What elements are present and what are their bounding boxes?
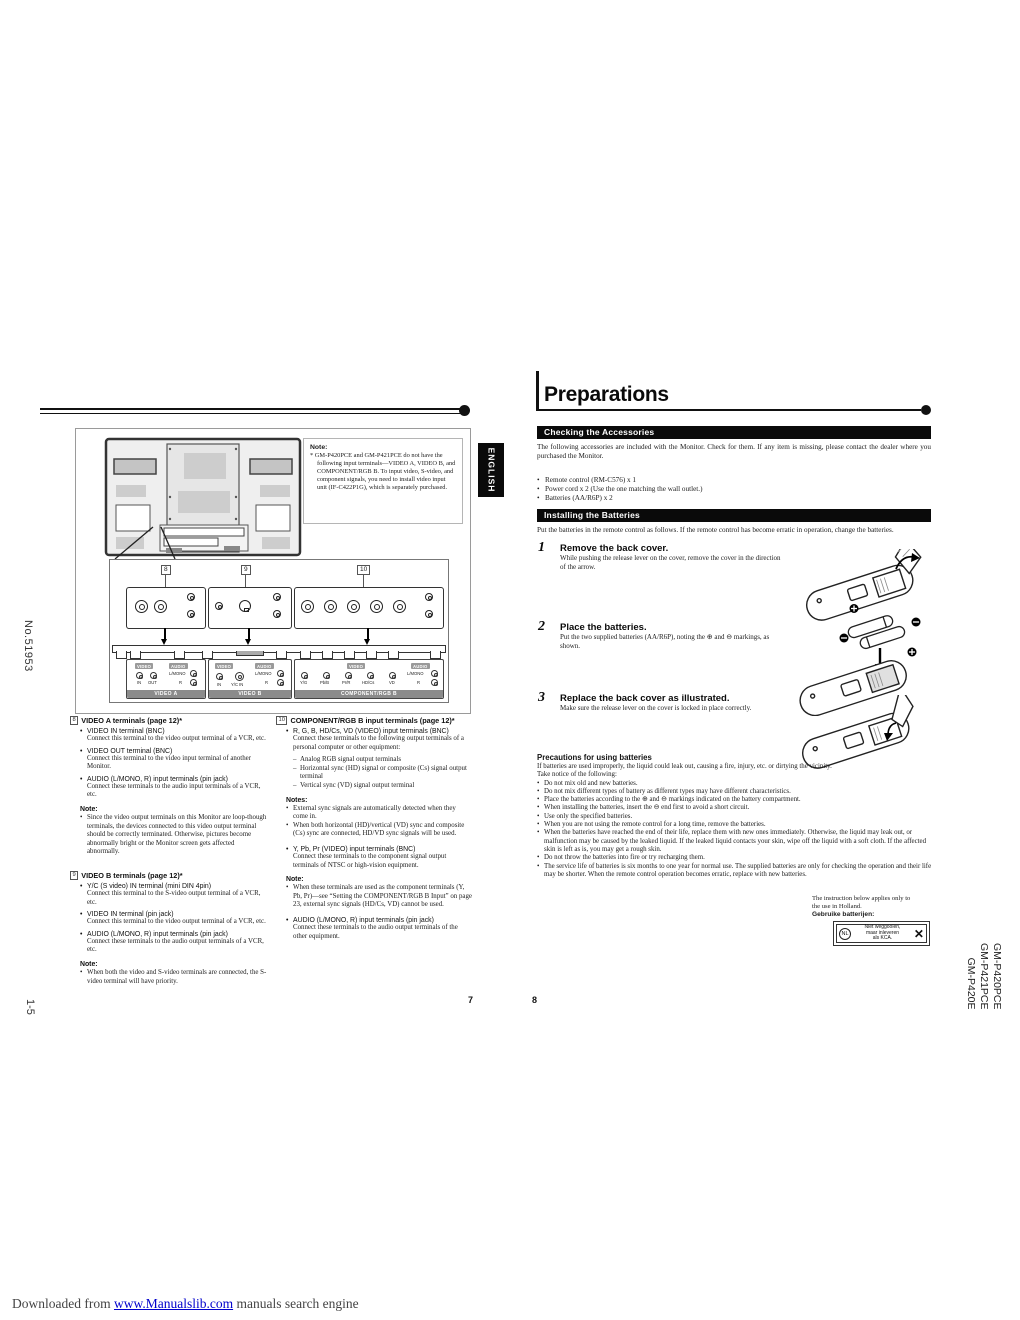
s-video-jack-icon	[235, 672, 244, 681]
page8-title-rule	[537, 409, 921, 411]
rca-jack-icon	[190, 670, 197, 677]
item-title: • AUDIO (L/MONO, R) input terminals (pin jack)	[286, 917, 472, 924]
rca-jack-icon	[190, 679, 197, 686]
precaution-item: • The service life of batteries is six months to one year for normal use. The supplied batteries are only for checking the operation and their life may be shorter. When the remote control operation becomes erratic, replace with new batteries.	[537, 863, 935, 880]
accessories-intro: The following accessories are included with the Monitor. Check for them. If any item is missing, please contact the dealer where you purchased the Monitor.	[537, 443, 931, 461]
step-desc: Make sure the release lever on the cover is locked in place correctly.	[560, 704, 752, 712]
callout-10: 10	[357, 565, 370, 575]
connector-stub	[116, 651, 127, 659]
terminal-item	[80, 748, 268, 772]
manualslib-footer	[12, 1296, 359, 1312]
connector-stub	[174, 651, 185, 659]
nl-box-line: Niet weggooien,	[864, 924, 901, 931]
audio-badge: AUDIO	[413, 663, 428, 669]
jack-label: Pb/B	[320, 680, 330, 685]
precautions-line: If batteries are used improperly, the liquid could leak out, causing a fire, injury, etc. or dirtying the vicinity.	[537, 763, 832, 770]
connector-stub	[430, 651, 441, 659]
language-tab-label: ENGLISH	[486, 447, 496, 493]
footer-prefix: Downloaded from	[12, 1296, 114, 1311]
video-badge: VIDEO	[137, 663, 152, 669]
note-title: Note:	[310, 444, 328, 451]
page-title: Preparations	[544, 383, 669, 406]
note-text: • When both horizontal (HD)/vertical (VD) sync and composite (Cs) sync are connected, HD/VD sync signals will be used.	[286, 822, 472, 839]
step-title: Place the batteries.	[560, 622, 647, 633]
page7-rule-dot	[459, 405, 470, 416]
lmono-label: L/MONO	[255, 671, 272, 676]
section-10-heading	[276, 716, 472, 725]
terminal-item	[80, 883, 268, 907]
document-number: No.51953	[22, 620, 34, 672]
rca-jack-icon	[425, 593, 433, 601]
nl-box-text	[865, 925, 901, 941]
arrow-line	[248, 628, 250, 639]
section-9-heading	[70, 871, 268, 880]
jack-label: Y/C IN	[231, 682, 244, 687]
panel-video-a-connectors	[126, 587, 206, 629]
nl-battery-box-inner	[836, 924, 927, 943]
holland-bold-line: Gebruike batterijen:	[812, 910, 875, 918]
r-label: R	[179, 680, 183, 685]
nl-badge: NL	[839, 928, 851, 940]
title-vertical-bar	[536, 371, 539, 411]
item-title: • AUDIO (L/MONO, R) input terminals (pin jack)	[80, 776, 268, 783]
page7-left-column	[70, 716, 268, 986]
item-desc: Connect these terminals to the audio input terminals of a VCR, etc.	[87, 782, 261, 799]
connector-stub	[344, 651, 355, 659]
jack-label: HD/Cs	[362, 680, 375, 685]
audio-badge: AUDIO	[171, 663, 186, 669]
lmono-label: L/MONO	[169, 671, 186, 676]
bnc-jack-icon	[301, 672, 308, 679]
nl-box-line: als KCA.	[872, 935, 893, 942]
section-header-batteries: Installing the Batteries	[537, 509, 931, 522]
precaution-item: • When the batteries have reached the end of their life, replace them with new ones immediately. Otherwise, the liquid may leak out, or malfunction may be caused by the leaked liquid. If the leaked liquid contacts your skin, wipe off the liquid with a soft cloth. If the affected skin is left as is, you may get a rough skin.	[537, 829, 935, 854]
rca-jack-icon	[273, 610, 281, 618]
model-numbers	[964, 943, 1003, 1010]
sub-item: – Vertical sync (VD) signal output terminal	[293, 782, 472, 791]
rca-jack-icon	[277, 670, 284, 677]
holland-notice	[812, 895, 934, 918]
rca-jack-icon	[431, 679, 438, 686]
bnc-jack-icon	[323, 672, 330, 679]
connector-stub	[202, 651, 213, 659]
note-title: Note:	[286, 876, 304, 884]
accessories-list	[537, 476, 931, 504]
panel-name: COMPONENT/RGB B	[295, 690, 443, 698]
bnc-connector-icon	[324, 600, 337, 613]
panel-component-rgb-b	[294, 659, 444, 699]
accessory-item: • Power cord x 2 (Use the one matching the wall outlet.)	[537, 485, 931, 494]
rca-jack-icon	[277, 679, 284, 686]
section-heading-text: COMPONENT/RGB B input terminals (page 12)*	[290, 716, 455, 725]
item-desc: Connect these terminals to the following output terminals of a personal computer or other equipment:	[293, 735, 464, 751]
terminal-item	[80, 776, 268, 800]
connector-stub	[322, 651, 333, 659]
video-badge: VIDEO	[217, 663, 232, 669]
nl-box-line: maar inleveren	[865, 929, 900, 936]
crossed-out-icon: ✕	[913, 926, 924, 941]
section-number: 9	[70, 871, 78, 880]
language-tab	[478, 443, 504, 497]
step-number: 1	[538, 540, 545, 555]
notes-title: Notes:	[286, 796, 308, 804]
footer-suffix: manuals search engine	[233, 1296, 359, 1311]
note-text: • Since the video output terminals on this Monitor are loop-though terminals, the devices connected to this video output terminal should be correctly terminated. Otherwise, pictures become abnormally bright or the Monitor screen gets affected abnormally.	[80, 814, 268, 857]
precaution-item: • Do not mix different types of battery as different types may have different characteristics.	[537, 788, 935, 796]
item-desc: Connect this terminal to the video input terminal of another Monitor.	[87, 754, 251, 771]
precaution-item: • Do not throw the batteries into fire or try recharging them.	[537, 854, 935, 862]
note-title: Note:	[80, 805, 98, 813]
page8-rule-dot	[921, 405, 931, 415]
item-title: • VIDEO OUT terminal (BNC)	[80, 748, 268, 755]
item-title: • AUDIO (L/MONO, R) input terminals (pin jack)	[80, 931, 268, 938]
model-number: GM-P421PCE	[978, 943, 990, 1010]
note-text: • When these terminals are used as the component terminals (Y, Pb, Pr)—see “Setting the COMPONENT/RGB B Input” on page 23, external sync signals (HD/Cs, VD) cannot be used.	[286, 884, 472, 910]
note-title: Note:	[80, 960, 98, 968]
bnc-connector-icon	[347, 600, 360, 613]
callout-9: 9	[241, 565, 251, 575]
bnc-jack-icon	[345, 672, 352, 679]
accessory-item: • Batteries (AA/R6P) x 2	[537, 494, 931, 503]
note-text: • External sync signals are automatically detected when they come in.	[286, 805, 472, 822]
panel-video-a	[126, 659, 206, 699]
rca-jack-icon	[136, 672, 143, 679]
accessory-item: • Remote control (RM-C576) x 1	[537, 476, 931, 485]
callout-line	[363, 574, 364, 587]
callout-8: 8	[161, 565, 171, 575]
batteries-intro: Put the batteries in the remote control as follows. If the remote control has become erratic in operation, change the batteries.	[537, 526, 894, 534]
terminal-closeup	[109, 559, 449, 703]
rca-jack-icon	[215, 602, 223, 610]
section-number: 10	[276, 716, 287, 725]
section-number: 8	[70, 716, 78, 725]
precautions-line: Take notice of the following:	[537, 771, 617, 779]
item-title: • Y/C (S video) IN terminal (mini DIN 4pin)	[80, 883, 268, 890]
precaution-item: • When you are not using the remote control for a long time, remove the batteries.	[537, 821, 935, 829]
rca-jack-icon	[187, 610, 195, 618]
precautions-block	[537, 753, 935, 879]
jack-label: IN	[137, 680, 142, 685]
bnc-jack-icon	[389, 672, 396, 679]
bnc-connector-icon	[393, 600, 406, 613]
item-desc: Connect these terminals to the audio output terminals of the other equipment.	[293, 923, 458, 940]
rca-jack-icon	[150, 672, 157, 679]
step-title: Replace the back cover as illustrated.	[560, 693, 730, 704]
page7-top-rule	[40, 408, 462, 414]
item-title: • VIDEO IN terminal (BNC)	[80, 728, 268, 735]
item-title: • VIDEO IN terminal (pin jack)	[80, 911, 268, 918]
terminal-item	[286, 728, 472, 752]
item-desc: Connect this terminal to the video output terminal of a VCR, etc.	[87, 918, 266, 926]
note-text: • When both the video and S-video terminals are connected, the S-video terminal will have priority.	[80, 969, 268, 986]
terminal-item	[80, 728, 268, 744]
connector-stub	[276, 651, 287, 659]
connector-stub	[236, 651, 264, 656]
panel-video-b	[208, 659, 292, 699]
sub-item: – Horizontal sync (HD) signal or composite (Cs) signal output terminal	[293, 765, 472, 782]
item-title: • R, G, B, HD/Cs, VD (VIDEO) input terminals (BNC)	[286, 728, 472, 735]
section-heading-text: VIDEO A terminals (page 12)*	[81, 716, 183, 725]
jack-label: Y/G	[300, 680, 308, 685]
terminal-item	[80, 931, 268, 955]
holland-line: the use in Holland.	[812, 902, 862, 910]
precaution-item: • Use only the specified batteries.	[537, 813, 935, 821]
model-number: GM-P420E	[965, 957, 977, 1010]
section-heading-text: VIDEO B terminals (page 12)*	[81, 870, 183, 880]
bnc-connector-icon	[370, 600, 383, 613]
precaution-item: • When installing the batteries, insert the ⊖ end first to avoid a short circuit.	[537, 804, 935, 812]
precaution-item: • Place the batteries according to the ⊕ and ⊖ markings indicated on the battery compartment.	[537, 796, 935, 804]
sheet-reference: 1-5	[24, 999, 36, 1015]
section-header-accessories: Checking the Accessories	[537, 426, 931, 439]
item-desc: Connect these terminals to the audio output terminals of a VCR, etc.	[87, 937, 264, 954]
audio-badge: AUDIO	[257, 663, 272, 669]
step-number: 3	[538, 690, 545, 705]
bnc-connector-icon	[154, 600, 167, 613]
rca-jack-icon	[187, 593, 195, 601]
bnc-connector-icon	[301, 600, 314, 613]
step-title: Remove the back cover.	[560, 543, 669, 554]
item-desc: Connect this terminal to the S-video output terminal of a VCR, etc.	[87, 889, 261, 906]
terminal-item	[286, 917, 472, 941]
arrow-line	[367, 628, 369, 639]
rca-jack-icon	[216, 673, 223, 680]
model-number: GM-P420PCE	[991, 943, 1003, 1010]
r-label: R	[265, 680, 269, 685]
note-body: * GM-P420PCE and GM-P421PCE do not have the following input terminals—VIDEO A, VIDEO B, and COMPONENT/RGB B. To input video, S-video, and component signals, you need to install video input unit (IF-C422P1G), which is separately purchased.	[310, 452, 456, 492]
nl-battery-box	[833, 921, 930, 946]
bnc-jack-icon	[367, 672, 374, 679]
page-number-8: 8	[532, 995, 538, 1005]
step-desc: While pushing the release lever on the cover, remove the cover in the direction of the arrow.	[560, 554, 781, 571]
section-8-heading	[70, 716, 268, 725]
panel-video-b-connectors	[208, 587, 292, 629]
terminal-diagram-box	[75, 428, 471, 714]
jack-label: Pr/R	[342, 680, 351, 685]
jack-label: OUT	[148, 680, 157, 685]
step-desc: Put the two supplied batteries (AA/R6P), noting the ⊕ and ⊖ markings, as shown.	[560, 633, 770, 650]
model-note-box	[303, 438, 463, 524]
video-badge: VIDEO	[349, 663, 364, 669]
connector-stub	[388, 651, 399, 659]
jack-label: VD	[389, 680, 395, 685]
precautions-title: Precautions for using batteries	[537, 753, 652, 762]
step-number: 2	[538, 619, 545, 634]
holland-line: The instruction below applies only to	[812, 895, 911, 902]
terminal-item	[286, 846, 472, 870]
page7-right-column	[276, 716, 472, 945]
item-desc: Connect these terminals to the component signal output terminals of NTSC or high-vision equipment.	[293, 852, 447, 869]
rca-jack-icon	[273, 593, 281, 601]
s-video-connector-icon	[239, 600, 251, 612]
item-desc: Connect this terminal to the video output terminal of a VCR, etc.	[87, 735, 266, 742]
jack-label: IN	[217, 682, 222, 687]
panel-name: VIDEO B	[209, 690, 291, 698]
terminal-item	[80, 911, 268, 927]
sub-item: – Analog RGB signal output terminals	[293, 756, 472, 765]
r-label: R	[417, 680, 421, 685]
lmono-label: L/MONO	[407, 671, 424, 676]
zoom-leader-lines	[76, 525, 470, 561]
callout-line	[245, 574, 246, 587]
connector-stub	[130, 651, 141, 659]
bnc-connector-icon	[135, 600, 148, 613]
callout-line	[165, 574, 166, 587]
connector-stub	[366, 651, 377, 659]
panel-name: VIDEO A	[127, 690, 205, 698]
arrow-line	[164, 628, 166, 639]
rca-jack-icon	[431, 670, 438, 677]
item-title: • Y, Pb, Pr (VIDEO) input terminals (BNC)	[286, 846, 472, 853]
manualslib-link[interactable]: www.Manualslib.com	[113, 1296, 234, 1311]
panel-component-connectors	[294, 587, 444, 629]
precaution-item: • Do not mix old and new batteries.	[537, 780, 935, 788]
connector-stub	[300, 651, 311, 659]
page-number-7: 7	[468, 995, 474, 1005]
rca-jack-icon	[425, 610, 433, 618]
